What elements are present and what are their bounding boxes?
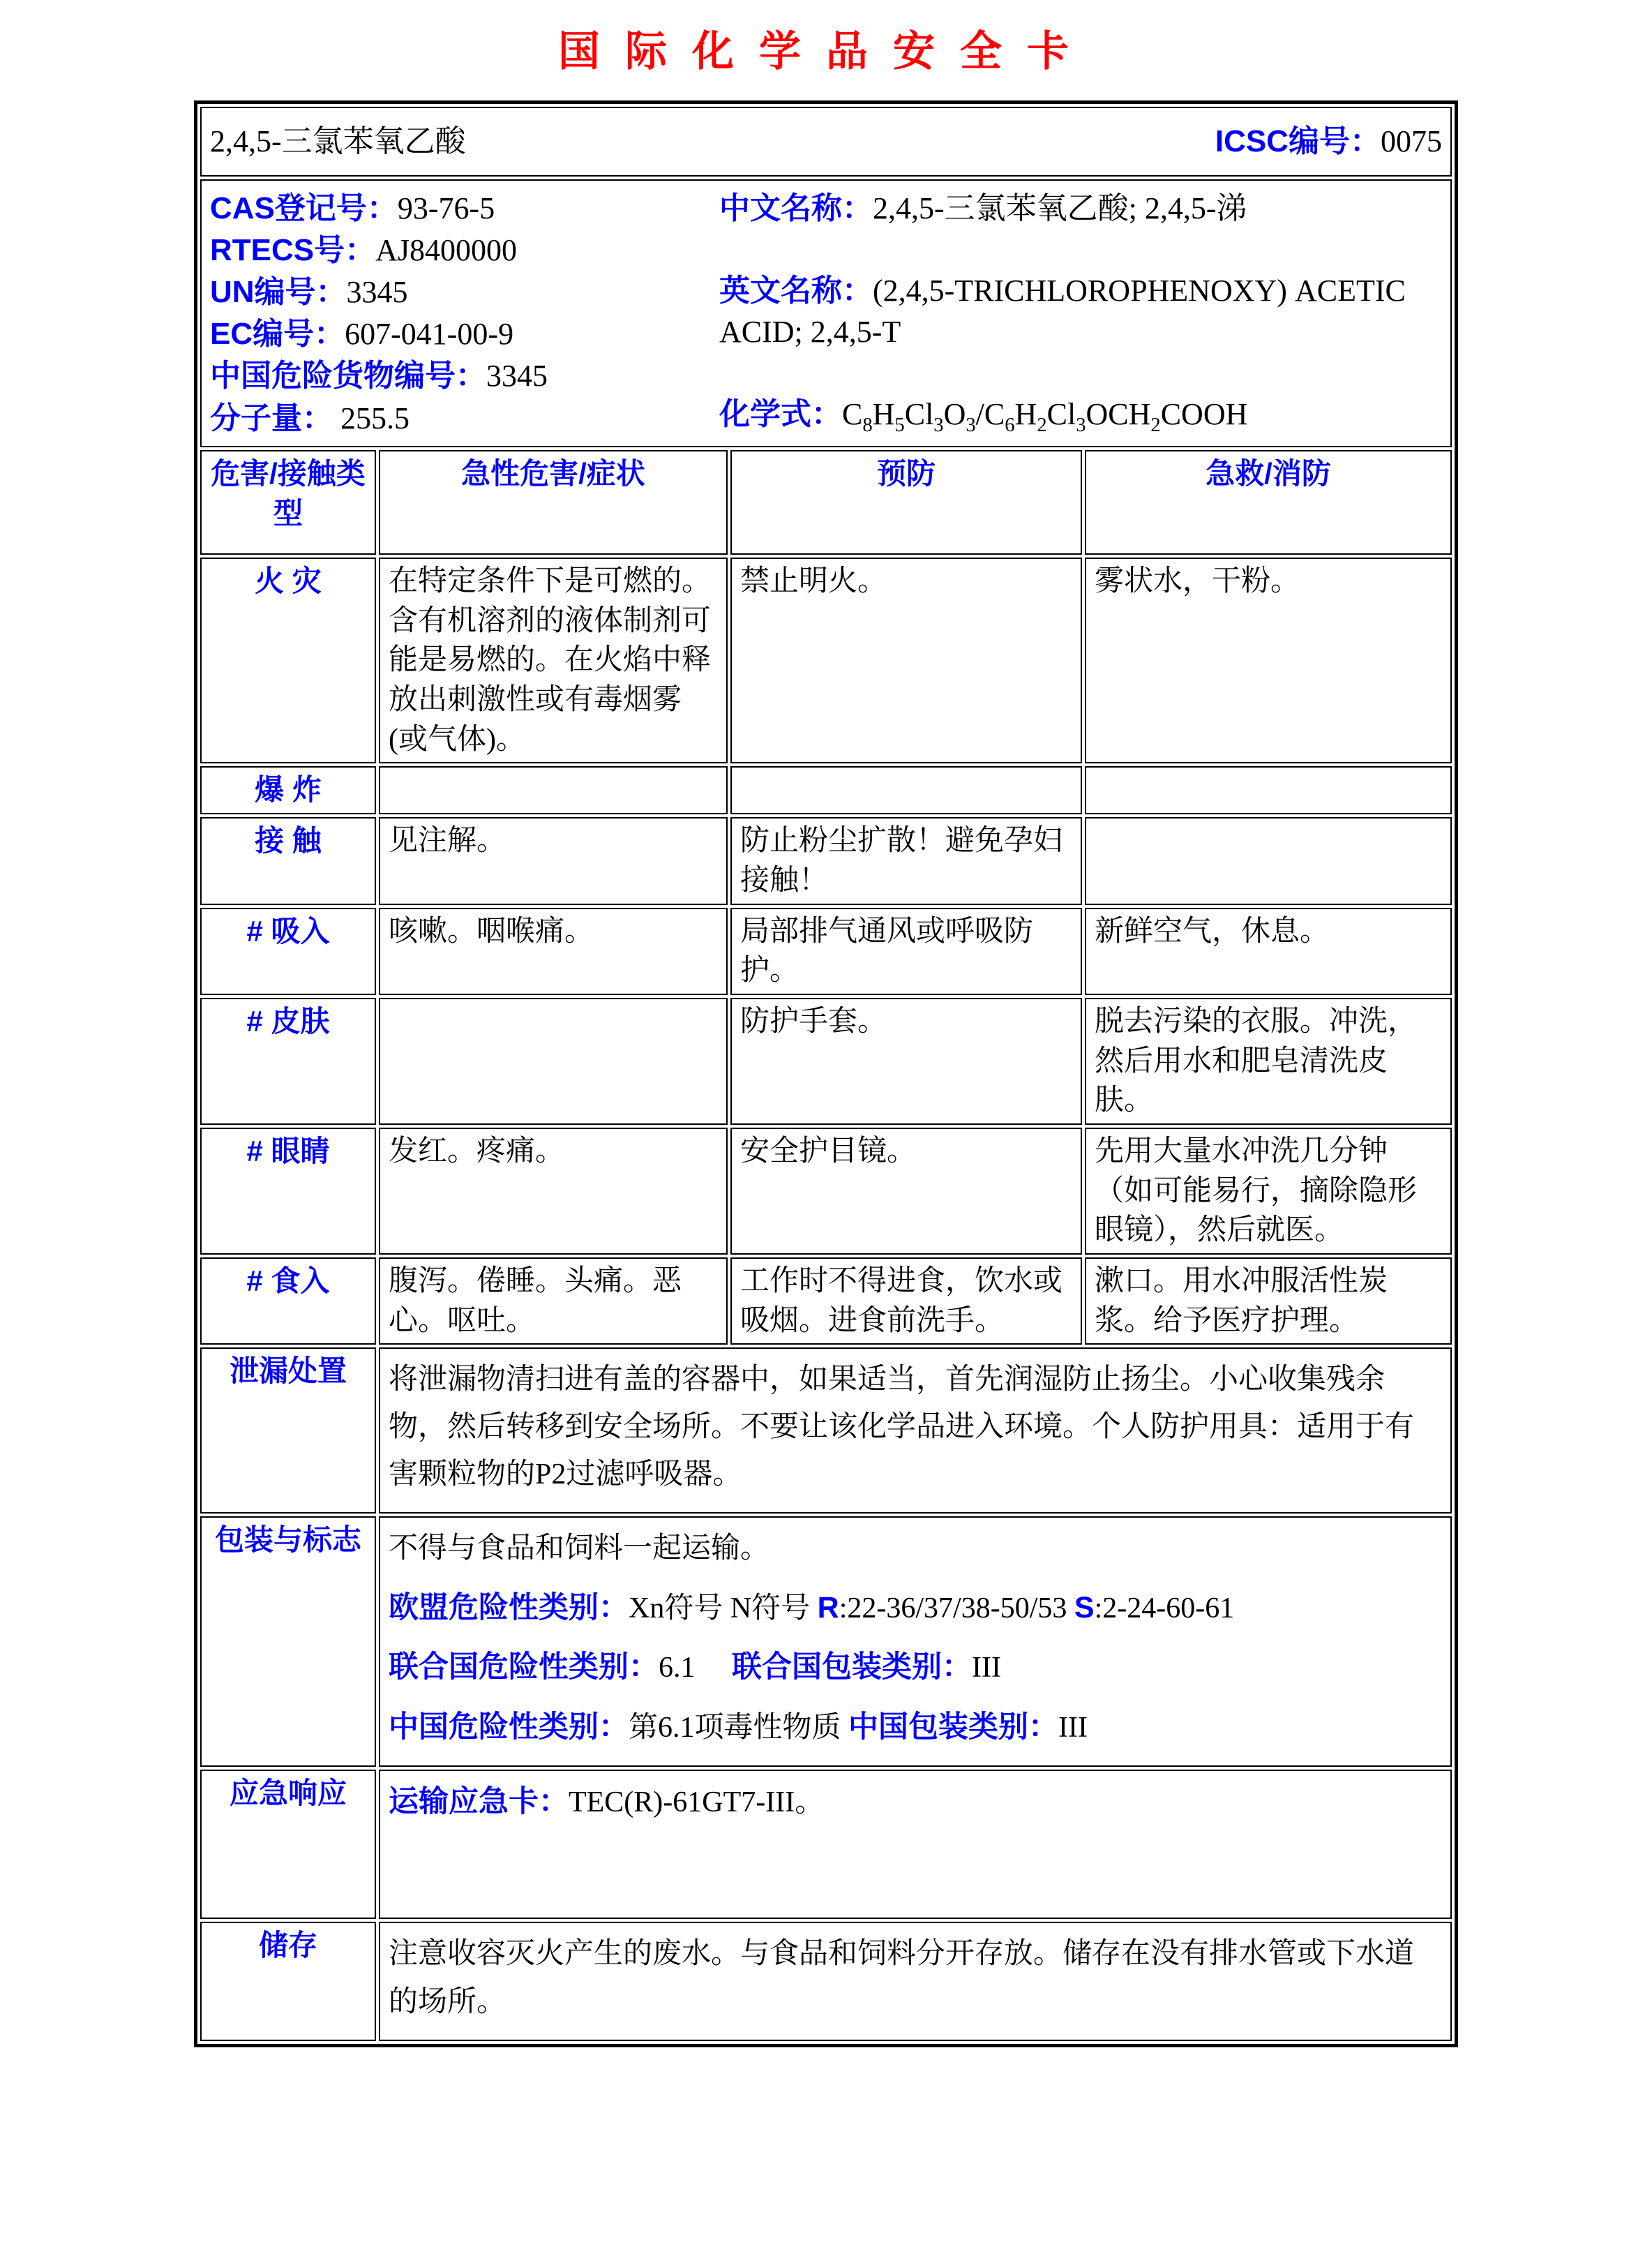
text-segment: 不得与食品和饲料一起运输。: [388, 1532, 769, 1565]
text-segment: III: [972, 1652, 1001, 1684]
hazard-type-cell: # 吸入: [200, 908, 376, 995]
section-label-cell: 应急响应: [200, 1770, 376, 1919]
formula-subscript: 2: [1150, 414, 1161, 436]
hazard-symptoms-cell: [379, 766, 728, 814]
identifiers-cell: [200, 179, 1452, 447]
identifier-line: [210, 355, 719, 396]
identifier-label: RTECS号：: [209, 233, 376, 268]
identifiers-right: [719, 184, 1442, 443]
identifier-label: UN编号：: [209, 275, 347, 310]
text-segment: Xn符号 N符号: [628, 1592, 818, 1624]
section-label-cell: 储存: [200, 1922, 376, 2040]
hazard-header-cell: 危害/接触类型: [200, 450, 376, 555]
english-name-line: [719, 270, 1442, 353]
identifier-value: AJ8400000: [375, 233, 518, 268]
hazard-body: [200, 558, 1452, 2041]
identifier-value: 255.5: [332, 401, 410, 435]
formula-text: Cl: [1046, 396, 1076, 431]
formula-text: COOH: [1160, 396, 1248, 431]
section-content-cell: [379, 1516, 1452, 1767]
section-line: [389, 1778, 1442, 1827]
text-segment: R: [817, 1590, 839, 1624]
formula-text: H: [1014, 396, 1037, 431]
hazard-firstaid-cell: 脱去污染的衣服。冲洗，然后用水和肥皂清洗皮肤。: [1085, 998, 1452, 1125]
section-content-cell: [379, 1922, 1452, 2040]
identifier-label: EC编号：: [209, 317, 345, 352]
hazard-firstaid-cell: [1085, 817, 1452, 904]
hazard-header-cell: 急性危害/症状: [379, 450, 728, 555]
identifier-line: [210, 271, 719, 313]
substance-name: 2,4,5-三氯苯氧乙酸: [209, 124, 466, 159]
hazard-row: [200, 817, 1452, 904]
section-line: [389, 1703, 1442, 1752]
hazard-row: [200, 766, 1452, 814]
hazard-symptoms-cell: 腹泻。倦睡。头痛。恶心。呕吐。: [379, 1257, 728, 1345]
formula-subscript: 3: [933, 414, 944, 436]
formula-label: 化学式：: [719, 396, 842, 431]
formula-text: OCH: [1086, 396, 1151, 431]
text-segment: 运输应急卡：: [388, 1785, 569, 1819]
hazard-symptoms-cell: 咳嗽。咽喉痛。: [379, 908, 728, 995]
icsc-value: 0075: [1381, 124, 1443, 159]
text-segment: 将泄漏物清扫进有盖的容器中，如果适当，首先润湿防止扬尘。小心收集残余物，然后转移到安全场所。不要让该化学品进入环境。个人防护用具：适用于有害颗粒物的P2过滤呼吸器。: [388, 1363, 1414, 1491]
hazard-type-cell: # 食入: [200, 1257, 376, 1345]
formula-subscript: 5: [894, 414, 905, 436]
chinese-name-value: 2,4,5-三氯苯氧乙酸; 2,4,5-涕: [872, 191, 1247, 225]
page-title: 国际化学品安全卡: [558, 29, 1094, 75]
formula-value: [841, 396, 1248, 436]
section-line: [389, 1525, 1442, 1572]
formula-text: O: [943, 396, 966, 431]
formula-subscript: 2: [1037, 414, 1047, 436]
text-segment: S: [1074, 1590, 1095, 1624]
identifier-value: 3345: [346, 275, 408, 310]
card-title-cell: [200, 107, 1452, 177]
formula-line: [719, 394, 1442, 439]
identifier-value: 93-76-5: [397, 191, 495, 225]
formula-text: /C: [975, 396, 1005, 431]
identifier-label: 中国危险货物编号：: [209, 359, 486, 394]
formula-subscript: 3: [1076, 414, 1086, 436]
icsc-number: [1215, 121, 1442, 162]
formula-text: H: [872, 396, 895, 431]
text-segment: 注意收容灭火产生的废水。与食品和饲料分开存放。储存在没有排水管或下水道的场所。: [388, 1938, 1414, 2018]
section-line: [389, 1356, 1442, 1498]
hazard-firstaid-cell: 新鲜空气，休息。: [1085, 908, 1452, 995]
text-segment: 中国危险性类别：: [388, 1710, 629, 1744]
identifier-line: [210, 313, 719, 354]
hazard-prevention-cell: 安全护目镜。: [730, 1128, 1082, 1255]
identifier-line: [210, 230, 719, 271]
identifier-value: 607-041-00-9: [345, 317, 514, 352]
text-segment: :2-24-60-61: [1094, 1592, 1235, 1624]
text-segment: 6.1: [658, 1652, 732, 1684]
identifiers-row: [200, 179, 1452, 447]
hazard-firstaid-cell: 漱口。用水冲服活性炭浆。给予医疗护理。: [1085, 1257, 1452, 1345]
hazard-firstaid-cell: [1085, 766, 1452, 814]
hazard-row: [200, 908, 1452, 995]
card-title-row: [200, 107, 1452, 177]
section-label-cell: 包装与标志: [200, 1516, 376, 1767]
text-segment: TEC(R)-61GT7-III。: [568, 1786, 825, 1819]
identifier-value: 3345: [486, 359, 548, 394]
section-label-cell: 泄漏处置: [200, 1347, 376, 1514]
hazard-type-cell: # 眼睛: [200, 1128, 376, 1255]
text-segment: 联合国危险性类别：: [388, 1650, 659, 1684]
hazard-type-cell: 接 触: [200, 817, 376, 904]
hazard-prevention-cell: 防护手套。: [730, 998, 1082, 1125]
chinese-name-label: 中文名称：: [719, 191, 873, 225]
formula-subscript: 3: [966, 414, 976, 436]
hazard-symptoms-cell: 在特定条件下是可燃的。含有机溶剂的液体制剂可能是易燃的。在火焰中释放出刺激性或有毒烟雾(或气体)。: [379, 558, 728, 763]
hazard-prevention-cell: 禁止明火。: [730, 558, 1082, 763]
identifiers-left: [210, 184, 719, 443]
section-row: [200, 1516, 1452, 1767]
hazard-firstaid-cell: 先用大量水冲洗几分钟（如可能易行，摘除隐形眼镜），然后就医。: [1085, 1128, 1452, 1255]
identifier-label: CAS登记号：: [209, 191, 398, 225]
identifier-line: [210, 398, 719, 439]
formula-text: Cl: [904, 396, 934, 431]
formula-text: C: [841, 396, 863, 431]
section-row: [200, 1347, 1452, 1514]
hazard-header-cell: 预防: [730, 450, 1082, 555]
hazard-prevention-cell: 工作时不得进食，饮水或吸烟。进食前洗手。: [730, 1257, 1082, 1345]
hazard-firstaid-cell: 雾状水，干粉。: [1085, 558, 1452, 763]
text-segment: 第6.1项毒性物质: [628, 1711, 848, 1744]
section-content-cell: [379, 1347, 1452, 1514]
hazard-prevention-cell: 防止粉尘扩散！避免孕妇接触！: [730, 817, 1082, 904]
icsc-label: ICSC编号：: [1215, 124, 1381, 159]
chinese-name-line: [719, 188, 1442, 229]
text-segment: 中国包装类别：: [848, 1710, 1058, 1744]
safety-card-table: [194, 100, 1458, 2047]
hazard-symptoms-cell: 见注解。: [379, 817, 728, 904]
formula-subscript: 8: [862, 414, 873, 436]
hazard-header-cell: 急救/消防: [1085, 450, 1452, 555]
english-name-label: 英文名称：: [719, 273, 873, 308]
identifier-line: [210, 188, 719, 229]
identifier-label: 分子量：: [209, 401, 333, 435]
text-segment: III: [1058, 1711, 1088, 1744]
section-line: [389, 1930, 1442, 2025]
hazard-type-cell: 火 灾: [200, 558, 376, 763]
section-content-cell: [379, 1770, 1452, 1919]
hazard-row: [200, 998, 1452, 1125]
formula-subscript: 6: [1005, 414, 1015, 436]
text-segment: :22-36/37/38-50/53: [839, 1592, 1074, 1624]
hazard-symptoms-cell: 发红。疼痛。: [379, 1128, 728, 1255]
hazard-type-cell: 爆 炸: [200, 766, 376, 814]
english-name-value: (2,4,5-TRICHLOROPHENOXY) ACETIC ACID; 2,4,5-T: [719, 273, 1412, 349]
hazard-row: [200, 1257, 1452, 1345]
text-segment: 联合国包装类别：: [732, 1650, 972, 1684]
hazard-prevention-cell: [730, 766, 1082, 814]
hazard-type-cell: # 皮肤: [200, 998, 376, 1125]
text-segment: 欧盟危险性类别：: [388, 1590, 629, 1624]
hazard-row: [200, 1128, 1452, 1255]
section-row: [200, 1770, 1452, 1919]
section-line: [389, 1643, 1442, 1692]
hazard-prevention-cell: 局部排气通风或呼吸防护。: [730, 908, 1082, 995]
hazard-symptoms-cell: [379, 998, 728, 1125]
section-row: [200, 1922, 1452, 2040]
hazard-row: [200, 558, 1452, 763]
section-line: [389, 1584, 1442, 1633]
hazard-header-row: [200, 450, 1452, 555]
